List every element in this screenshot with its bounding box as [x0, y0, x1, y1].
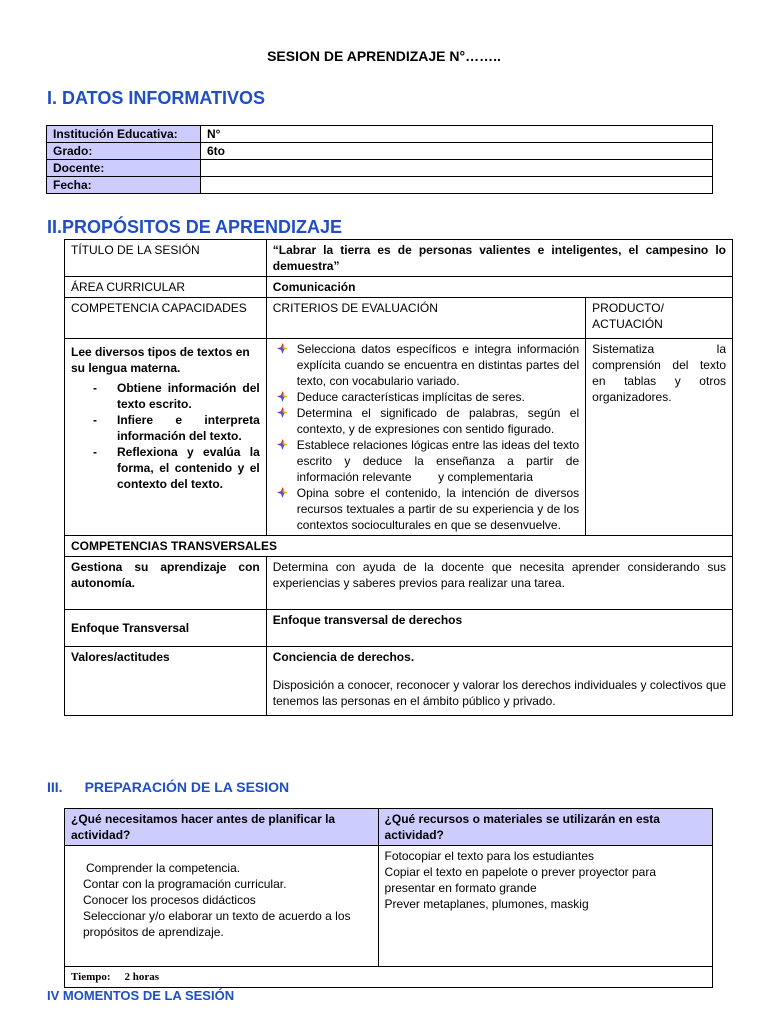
datos-value — [201, 177, 713, 194]
criterios-header: CRITERIOS DE EVALUACIÓN — [266, 298, 585, 339]
area-value: Comunicación — [266, 277, 732, 298]
titulo-label: TÍTULO DE LA SESIÓN — [65, 240, 267, 277]
gestiona-label: Gestiona su aprendizaje con autonomía. — [65, 557, 267, 610]
list-item: Establece relaciones lógicas entre las ideas del texto escrito y deduce la enseñanza a partir de información relevante y complementaria — [273, 437, 579, 485]
datos-label: Docente: — [47, 160, 201, 177]
color-arrows-bullet-icon — [277, 439, 288, 450]
datos-table — [46, 125, 713, 194]
section-heading-propositos: II.PROPÓSITOS DE APRENDIZAJE — [47, 217, 343, 237]
enfoque-label: Enfoque Transversal — [65, 610, 267, 647]
list-item: Opina sobre el contenido, la intención de diversos recursos textuales a partir de su experiencia y de los contextos socioculturales en que se desenvuelve. — [273, 485, 579, 533]
valores-title: Conciencia de derechos. — [272, 650, 415, 664]
list-item: Conocer los procesos didácticos — [83, 893, 256, 907]
color-arrows-bullet-icon — [277, 487, 288, 498]
tiempo-label: Tiempo: — [71, 971, 111, 983]
section-heading-datos: I. DATOS INFORMATIVOS — [47, 88, 266, 108]
table-row — [65, 610, 733, 647]
table-row — [65, 647, 733, 716]
valores-text: Disposición a conocer, reconocer y valorar los derechos individuales y colectivos que tenemos las personas en el ámbito público y privado. — [272, 678, 726, 708]
list-item: Copiar el texto en papelote o prever proyector para presentar en formato grande — [384, 865, 657, 895]
tiempo-value: 2 horas — [124, 971, 160, 983]
transversales-header: COMPETENCIAS TRANSVERSALES — [65, 536, 733, 557]
valores-label: Valores/actitudes — [65, 647, 267, 716]
table-row — [65, 846, 713, 967]
tiempo-row — [65, 967, 713, 988]
table-row — [65, 240, 733, 277]
list-item: Seleccionar y/o elaborar un texto de acuerdo a los propósitos de aprendizaje. — [83, 909, 351, 939]
preparacion-table — [64, 808, 713, 988]
color-arrows-bullet-icon — [277, 391, 288, 402]
producto-text: Sistematiza la comprensión del texto en tablas y otros organizadores. — [586, 339, 733, 536]
list-item: - Obtiene información del texto escrito. — [93, 381, 260, 411]
table-row — [47, 126, 713, 143]
list-item: Fotocopiar el texto para los estudiantes — [384, 849, 594, 863]
gestiona-value: Determina con ayuda de la docente que necesita aprender considerando sus experiencias y saberes previos para realizar una tarea. — [266, 557, 732, 610]
capacidades-list — [71, 380, 260, 492]
table-row — [65, 967, 713, 988]
table-row — [65, 809, 713, 846]
table-row — [47, 143, 713, 160]
session-title: SESION DE APRENDIZAJE N°…….. — [267, 48, 501, 64]
datos-value: N° — [201, 126, 713, 143]
color-arrows-bullet-icon — [277, 343, 288, 354]
list-item: Prever metaplanes, plumones, maskig — [384, 897, 589, 911]
datos-value: 6to — [201, 143, 713, 160]
datos-value — [201, 160, 713, 177]
table-row — [65, 557, 733, 610]
area-label: ÁREA CURRICULAR — [65, 277, 267, 298]
enfoque-value: Enfoque transversal de derechos — [266, 610, 732, 647]
datos-label: Grado: — [47, 143, 201, 160]
competencia-header: COMPETENCIA CAPACIDADES — [65, 298, 267, 339]
table-row — [65, 298, 733, 339]
list-item: - Reflexiona y evalúa la forma, el contenido y el contexto del texto. — [93, 445, 260, 491]
table-row — [65, 277, 733, 298]
criterios-list — [273, 341, 583, 533]
datos-label: Institución Educativa: — [47, 126, 201, 143]
datos-label: Fecha: — [47, 177, 201, 194]
list-item: Contar con la programación curricular. — [83, 877, 287, 891]
propositos-table — [64, 239, 733, 716]
table-row — [47, 177, 713, 194]
list-item: - Infiere e interpreta información del texto. — [93, 413, 260, 443]
table-row — [65, 339, 733, 536]
table-row — [65, 536, 733, 557]
producto-header: PRODUCTO/ ACTUACIÓN — [586, 298, 733, 339]
antes-header: ¿Qué necesitamos hacer antes de planificar la actividad? — [65, 809, 379, 846]
titulo-value: “Labrar la tierra es de personas valientes e inteligentes, el campesino lo demuestra” — [266, 240, 732, 277]
list-item: Determina el significado de palabras, según el contexto, y de expresiones con sentido figurado. — [273, 405, 579, 437]
table-row — [47, 160, 713, 177]
competencia-text: Lee diversos tipos de textos en su lengua materna. — [71, 345, 250, 375]
color-arrows-bullet-icon — [277, 407, 288, 418]
section-heading-preparacion: III. PREPARACIÓN DE LA SESION — [47, 779, 290, 795]
recursos-header: ¿Qué recursos o materiales se utilizarán en esta actividad? — [378, 809, 712, 846]
section-heading-momentos: IV MOMENTOS DE LA SESIÓN — [47, 988, 235, 1003]
list-item: Comprender la competencia. — [86, 861, 241, 875]
list-item: Selecciona datos específicos e integra información explícita cuando se encuentra en distintas partes del texto, con vocabulario variado. — [273, 341, 579, 389]
list-item: Deduce características implícitas de seres. — [273, 389, 579, 405]
